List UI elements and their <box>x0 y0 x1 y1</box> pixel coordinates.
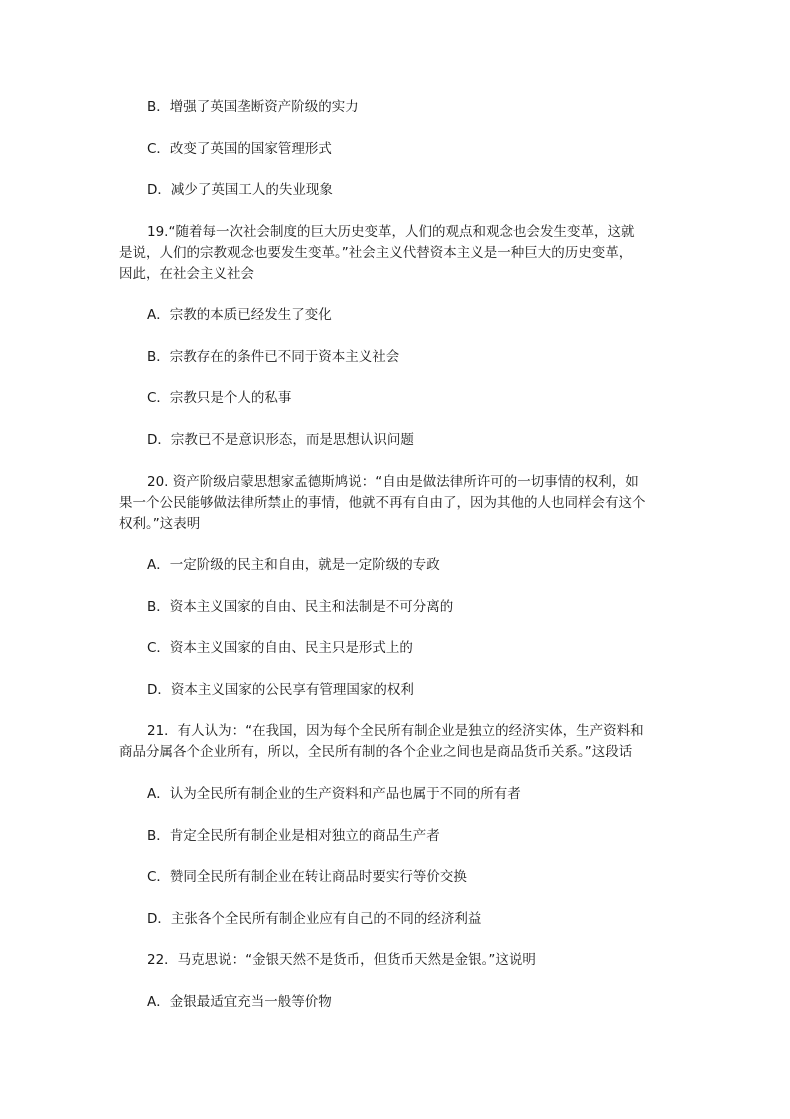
q21-option-c: C．赞同全民所有制企业在转让商品时要实行等价交换 <box>147 869 467 885</box>
q19-option-c: C．宗教只是个人的私事 <box>147 390 292 406</box>
q22-stem-line-1: 22．马克思说：“金银天然不是货币，但货币天然是金银。”这说明 <box>147 952 536 968</box>
q19-option-b: B．宗教存在的条件已不同于资本主义社会 <box>147 349 400 365</box>
q21-option-b: B．肯定全民所有制企业是相对独立的商品生产者 <box>147 828 440 844</box>
q20-option-c: C．资本主义国家的自由、民主只是形式上的 <box>147 640 413 656</box>
q20-option-d: D．资本主义国家的公民享有管理国家的权利 <box>147 682 414 698</box>
q20-stem-line-2: 果一个公民能够做法律所禁止的事情，他就不再有自由了，因为其他的人也同样会有这个 <box>119 495 646 511</box>
q20-stem-line-3: 权利。”这表明 <box>119 516 201 532</box>
q21-option-a: A．认为全民所有制企业的生产资料和产品也属于不同的所有者 <box>147 786 521 802</box>
q20-stem-line-1: 20. 资产阶级启蒙思想家孟德斯鸠说：“自由是做法律所许可的一切事情的权利，如 <box>147 474 639 490</box>
q19-option-d: D．宗教已不是意识形态，而是思想认识问题 <box>147 432 414 448</box>
q19-stem-line-2: 是说，人们的宗教观念也要发生变革。”社会主义代替资本主义是一种巨大的历史变革， <box>119 245 633 261</box>
q21-option-d: D．主张各个全民所有制企业应有自己的不同的经济利益 <box>147 911 482 927</box>
q20-option-a: A．一定阶级的民主和自由，就是一定阶级的专政 <box>147 557 440 573</box>
q19-option-a: A．宗教的本质已经发生了变化 <box>147 307 332 323</box>
q19-stem-line-3: 因此，在社会主义社会 <box>119 266 254 282</box>
q18-option-b: B．增强了英国垄断资产阶级的实力 <box>147 99 359 115</box>
q20-option-b: B．资本主义国家的自由、民主和法制是不可分离的 <box>147 599 454 615</box>
q18-option-d: D．减少了英国工人的失业现象 <box>147 182 333 198</box>
q18-option-c: C．改变了英国的国家管理形式 <box>147 141 332 157</box>
q22-option-a: A．金银最适宜充当一般等价物 <box>147 994 332 1010</box>
q21-stem-line-2: 商品分属各个企业所有，所以，全民所有制的各个企业之间也是商品货币关系。”这段话 <box>119 744 633 760</box>
q19-stem-line-1: 19.“随着每一次社会制度的巨大历史变革，人们的观点和观念也会发生变革，这就 <box>147 224 635 240</box>
q21-stem-line-1: 21．有人认为：“在我国，因为每个全民所有制企业是独立的经济实体，生产资料和 <box>147 723 644 739</box>
